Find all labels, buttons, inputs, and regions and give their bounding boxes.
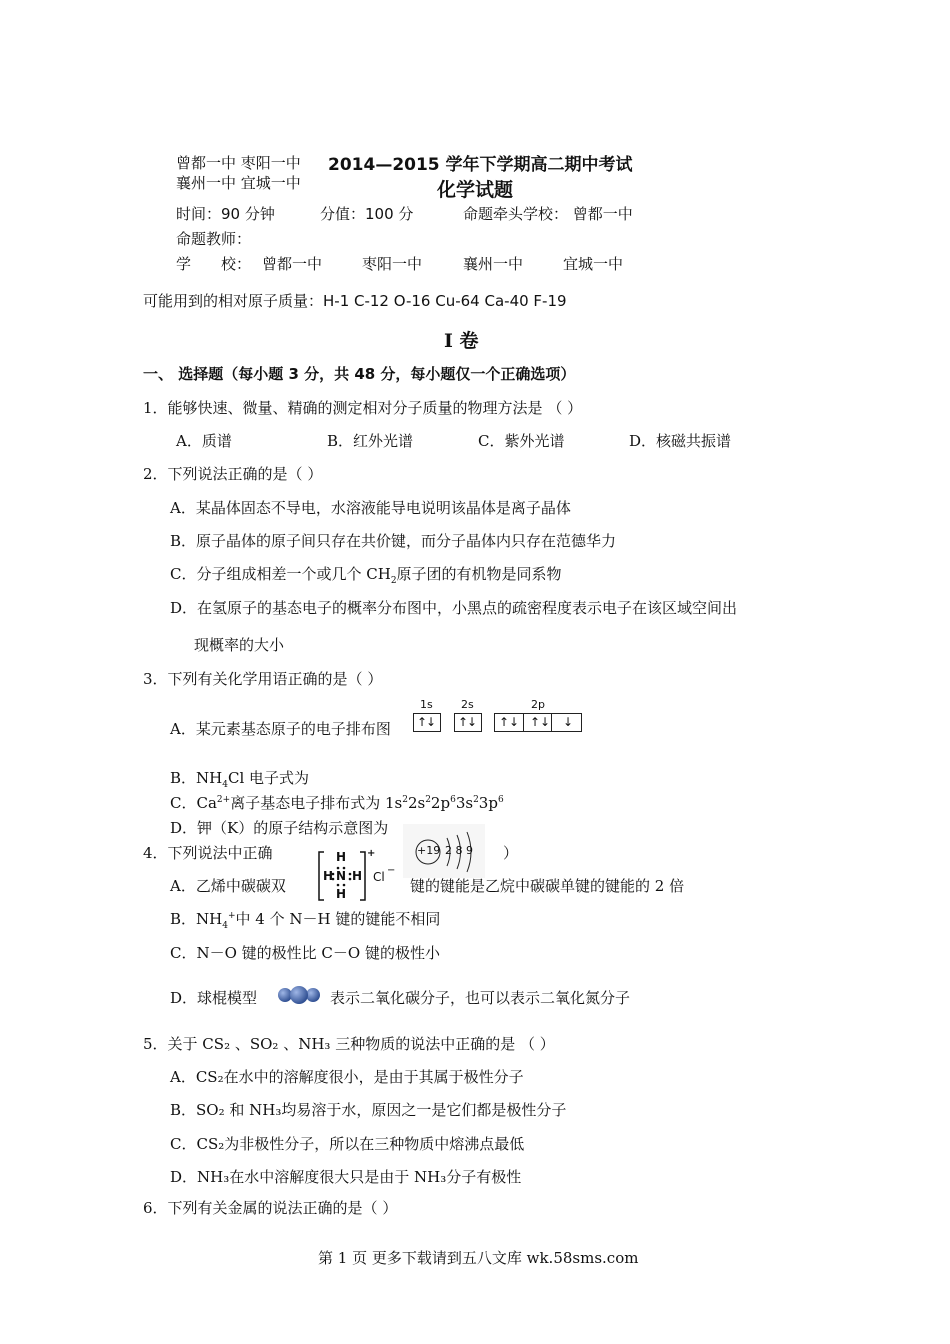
question-3-option-d: D．钾（K）的原子结构示意图为 — [170, 819, 389, 837]
spin-down-arrow-icon: ↓ — [509, 715, 520, 729]
spin-up-arrow-icon: ↑ — [458, 715, 469, 729]
question-5-stem: 5．关于 CS₂ 、SO₂ 、NH₃ 三种物质的说法中正确的是 （ ） — [143, 1035, 555, 1053]
schools-line-1: 曾都一中 枣阳一中 — [176, 154, 301, 172]
page-footer: 第 1 页 更多下载请到五八文库 wk.58sms.com — [318, 1249, 639, 1267]
section-heading: 一、 选择题（每小题 3 分，共 48 分，每小题仅一个正确选项） — [143, 365, 576, 383]
school-d: 宜城一中 — [563, 255, 624, 273]
lewis-minus: − — [387, 865, 396, 876]
question-5-option-c: C．CS₂为非极性分子，所以在三种物质中熔沸点最低 — [170, 1135, 525, 1153]
question-4-option-a: A．乙烯中碳碳双 — [170, 877, 286, 895]
lewis-h-bottom: H — [336, 887, 347, 901]
teacher-label: 命题教师： — [176, 230, 252, 248]
volume-title: Ⅰ 卷 — [444, 330, 479, 352]
question-4-stem-end: ） — [503, 844, 519, 862]
question-1-option-d: D．核磁共振谱 — [629, 432, 732, 450]
spin-down-arrow-icon: ↓ — [467, 715, 478, 729]
spin-down-arrow-icon: ↓ — [563, 715, 574, 729]
question-2-option-c: C．分子组成相差一个或几个 $CH_2$原子团的有机物是同系物 — [170, 565, 562, 586]
school-b: 枣阳一中 — [362, 255, 423, 273]
question-4-option-d: D．球棍模型 — [170, 989, 258, 1007]
ball-stick-model — [276, 983, 322, 1007]
question-3-option-c: C．$Ca^{2+}$离子基态电子排布式为 $1s^22s^22p^63s^23p^6$ — [170, 794, 504, 812]
lewis-h-right: H — [352, 869, 363, 883]
question-4-stem: 4．下列说法中正确 — [143, 844, 273, 862]
question-5-option-d: D．NH₃在水中溶解度很大只是由于 NH₃分子有极性 — [170, 1168, 522, 1186]
spin-down-arrow-icon: ↓ — [540, 715, 551, 729]
question-1-option-c: C．紫外光谱 — [478, 432, 565, 450]
question-1-option-b: B．红外光谱 — [327, 432, 414, 450]
orbital-box-1s — [413, 713, 441, 732]
lewis-h-left: H — [323, 869, 334, 883]
question-3-option-a: A．某元素基态原子的电子排布图 — [170, 720, 391, 738]
school-c: 襄州一中 — [463, 255, 524, 273]
orbital-label-1s: 1s — [420, 698, 433, 711]
lewis-h-top: H — [336, 850, 347, 864]
spin-up-arrow-icon: ↑ — [417, 715, 428, 729]
question-2-option-d: D．在氢原子的基态电子的概率分布图中，小黑点的疏密程度表示电子在该区域空间出 — [170, 599, 738, 617]
question-5-option-a: A．CS₂在水中的溶解度很小，是由于其属于极性分子 — [170, 1068, 524, 1086]
question-2-option-a: A．某晶体固态不导电，水溶液能导电说明该晶体是离子晶体 — [170, 499, 571, 517]
orbital-box-2p — [494, 713, 582, 732]
spin-up-arrow-icon: ↑ — [499, 715, 510, 729]
subject-title: 化学试题 — [437, 179, 514, 201]
question-1-stem: 1．能够快速、微量、精确的测定相对分子质量的物理方法是 （ ） — [143, 399, 583, 417]
orbital-box-2s — [454, 713, 482, 732]
question-5-option-b: B．SO₂ 和 NH₃均易溶于水，原因之一是它们都是极性分子 — [170, 1101, 567, 1119]
exam-score: 分值：100 分 — [320, 205, 414, 223]
potassium-atom-diagram — [403, 824, 485, 878]
exam-title: 2014—2015 学年下学期高二期中考试 — [328, 155, 633, 175]
lewis-plus: + — [367, 848, 376, 859]
school-a: 曾都一中 — [262, 255, 323, 273]
question-3-option-b: B．$NH_4Cl$ 电子式为 — [170, 769, 310, 790]
question-4-option-b: B．$NH_4^+$中 4 个 N－H 键的键能不相同 — [170, 910, 441, 931]
spin-down-arrow-icon: ↓ — [426, 715, 437, 729]
question-1-option-a: A．质谱 — [176, 432, 232, 450]
question-2-stem: 2．下列说法正确的是（ ） — [143, 465, 323, 483]
atomic-masses: 可能用到的相对原子质量：H-1 C-12 O-16 Cu-64 Ca-40 F-19 — [143, 292, 567, 310]
question-4-option-c: C．N－O 键的极性比 C－O 键的极性小 — [170, 944, 440, 962]
question-4-option-d-cont: 表示二氧化碳分子，也可以表示二氧化氮分子 — [330, 989, 631, 1007]
question-4-option-a-cont: 键的键能是乙烷中碳碳单键的键能的 2 倍 — [410, 877, 685, 895]
schools-line-2: 襄州一中 宜城一中 — [176, 174, 301, 192]
schools-label: 学 校： — [176, 255, 252, 273]
question-3-stem: 3．下列有关化学用语正确的是（ ） — [143, 670, 383, 688]
orbital-label-2p: 2p — [531, 698, 545, 711]
exam-time: 时间：90 分钟 — [176, 205, 275, 223]
question-2-option-b: B．原子晶体的原子间只存在共价键，而分子晶体内只存在范德华力 — [170, 532, 617, 550]
lead-school: 命题牵头学校： 曾都一中 — [463, 205, 633, 223]
lewis-n: N — [336, 869, 347, 883]
lewis-cl: Cl — [373, 870, 385, 884]
question-2-option-d-cont: 现概率的大小 — [194, 636, 285, 654]
spin-up-arrow-icon: ↑ — [530, 715, 541, 729]
nucleus-charge: +19 — [417, 844, 441, 857]
orbital-label-2s: 2s — [461, 698, 474, 711]
question-6-stem: 6．下列有关金属的说法正确的是（ ） — [143, 1199, 398, 1217]
nh4cl-lewis-structure — [316, 848, 408, 904]
electron-shells: 2 8 9 — [445, 844, 473, 857]
